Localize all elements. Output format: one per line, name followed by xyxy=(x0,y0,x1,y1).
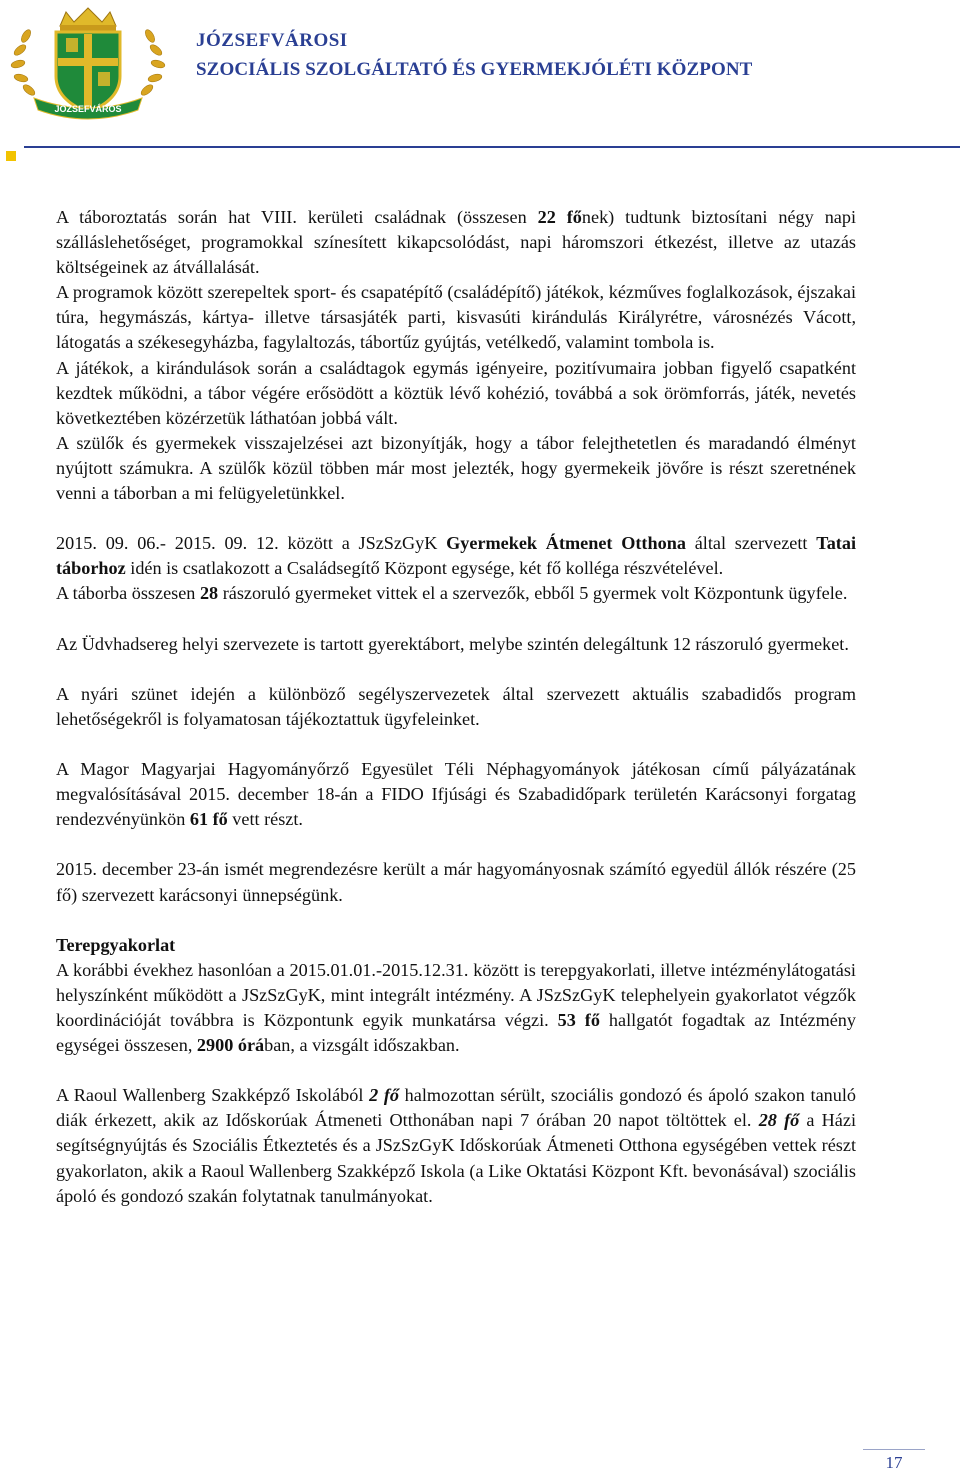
emphasis-text: 28 fő xyxy=(758,1110,800,1131)
logo-ribbon-text: JÓZSEFVÁROS xyxy=(54,104,122,114)
footer-divider xyxy=(863,1449,925,1450)
paragraph xyxy=(56,857,856,907)
district-coat-of-arms-logo xyxy=(4,6,172,122)
text-run: idén is csatlakozott a Családsegítő Központ egysége, két fő kolléga részvételével. xyxy=(125,558,724,579)
paragraph xyxy=(56,682,856,732)
paragraph xyxy=(56,933,856,958)
paragraph xyxy=(56,757,856,832)
bold-text: Terepgyakorlat xyxy=(56,934,176,955)
text-run: rászoruló gyermeket vittek el a szervezők, ebből 5 gyermek volt Központunk ügyfele. xyxy=(218,583,848,604)
paragraph xyxy=(56,632,856,657)
text-run: hallgatót fogadtak az Intézmény egységei összesen, xyxy=(56,1010,856,1056)
paragraph xyxy=(56,205,856,280)
text-run: halmozottan sérült, szociális gondozó és ápoló szakon tanuló diák érkezett, akik az Időskorúak Átmeneti Otthonában napi 7 órában 20 napot töltöttek el. xyxy=(56,1085,856,1131)
text-run: 2015. december 23-án ismét megrendezésre került a már hagyományosnak számító egyedül állók részére (25 fő) szervezett karácsonyi ünnepségünk. xyxy=(56,859,856,905)
org-name-line2: SZOCIÁLIS SZOLGÁLTATÓ ÉS GYERMEKJÓLÉTI KÖZPONT xyxy=(196,59,753,80)
text-run: ban, a vizsgált időszakban. xyxy=(264,1035,460,1056)
text-run: A Raoul Wallenberg Szakképző Iskolából xyxy=(56,1085,370,1106)
paragraph xyxy=(56,581,856,606)
header-divider xyxy=(24,146,960,148)
text-run: A korábbi évekhez hasonlóan a 2015.01.01.-2015.12.31. között is terepgyakorlati, illetve intézménylátogatási helyszínként működött a JSzSzGyK, mint integrált intézmény. A JSzSzGyK telephelyein gyakorlatot végzők koordinációját továbbra is Központunk egyik munkatársa végzi. xyxy=(56,959,856,1030)
text-run: által szervezett xyxy=(685,533,817,554)
text-run: 2015. 09. 06.- 2015. 09. 12. között a JSzSzGyK xyxy=(56,533,447,554)
bold-text: Gyermekek Átmenet Otthona xyxy=(446,533,686,554)
bold-text: 53 fő xyxy=(557,1010,600,1030)
bold-text: 61 fő xyxy=(189,809,228,830)
org-name-line1: JÓZSEFVÁROSI xyxy=(196,30,348,51)
bold-text: 22 fő xyxy=(537,207,582,227)
text-run: A táboroztatás során hat VIII. kerületi családnak (összesen xyxy=(56,207,538,227)
paragraph xyxy=(56,280,856,355)
text-run: A programok között szerepeltek sport- és csapatépítő (családépítő) játékok, kézműves foglalkozások, éjszakai túra, hegymászás, kártya- illetve társasjáték parti, kisvasúti kirándulás Királyrétre, városnézés Vácott, látogatás a székesegyházba, fagylaltozás, tábortűz gyújtás, vetélkedő, valamint tombola is. xyxy=(56,282,856,353)
bold-text: Tatai táborhoz xyxy=(56,533,856,579)
page-number: 17 xyxy=(885,1453,903,1472)
paragraph xyxy=(56,958,856,1058)
paragraph xyxy=(56,1083,856,1208)
page-header xyxy=(0,0,960,150)
text-run: nek) tudtunk biztosítani négy napi szálláslehetőséget, programokkal színesített kikapcsolódást, napi háromszori étkezést, illetve az utazás költségeinek az átvállalását. xyxy=(56,207,857,278)
text-run: A nyári szünet idején a különböző segélyszervezetek által szervezett aktuális szabadidős program lehetőségekről is folyamatosan tájékoztattuk ügyfeleinket. xyxy=(56,683,856,729)
text-run: A játékok, a kirándulások során a családtagok egymás igényeire, pozitívumaira jobban figyelő csapatként kezdtek működni, a tábor végére erősödött a köztük lévő kohézió, továbbá a sok örömforrás, játék, nevetés következtében közérzetük láthatóan jobbá vált. xyxy=(56,357,856,428)
corner-accent-square xyxy=(6,151,16,161)
paragraph xyxy=(56,431,856,506)
paragraph xyxy=(56,531,856,581)
bold-text: 28 xyxy=(199,583,219,604)
text-run: a Házi segítségnyújtás és Szociális Étkeztetés és a JSzSzGyK Időskorúak Átmeneti Otthona egységében vettek részt gyakorlaton, akik a Raoul Wallenberg Szakképző Iskola (a Like Oktatási Központ Kft. bevonásával) szociális ápoló és gondozó szakán folytatnak tanulmányokat. xyxy=(56,1110,857,1206)
text-run: A Magor Magyarjai Hagyományőrző Egyesület Téli Néphagyományok játékosan című pályázatának megvalósításával 2015. december 18-án a FIDO Ifjúsági és Szabadidőpark területén Karácsonyi forgatag rendezvényünkön xyxy=(56,759,856,830)
text-run: A táborba összesen xyxy=(56,583,200,604)
bold-text: 2900 órá xyxy=(196,1035,265,1056)
document-body xyxy=(56,205,856,1209)
text-run: vett részt. xyxy=(227,809,303,830)
emphasis-text: 2 fő xyxy=(369,1085,400,1106)
text-run: Az Üdvhadsereg helyi szervezete is tartott gyerektábort, melybe szintén delegáltunk 12 rászoruló gyermeket. xyxy=(56,633,849,654)
paragraph xyxy=(56,356,856,431)
text-run: A szülők és gyermekek visszajelzései azt bizonyítják, hogy a tábor felejthetetlen és maradandó élményt nyújtott számukra. A szülők közül többen már most jelezték, hogy gyermekeik jövőre is részt szeretnének venni a táborban a mi felügyeletünkkel. xyxy=(56,432,856,504)
